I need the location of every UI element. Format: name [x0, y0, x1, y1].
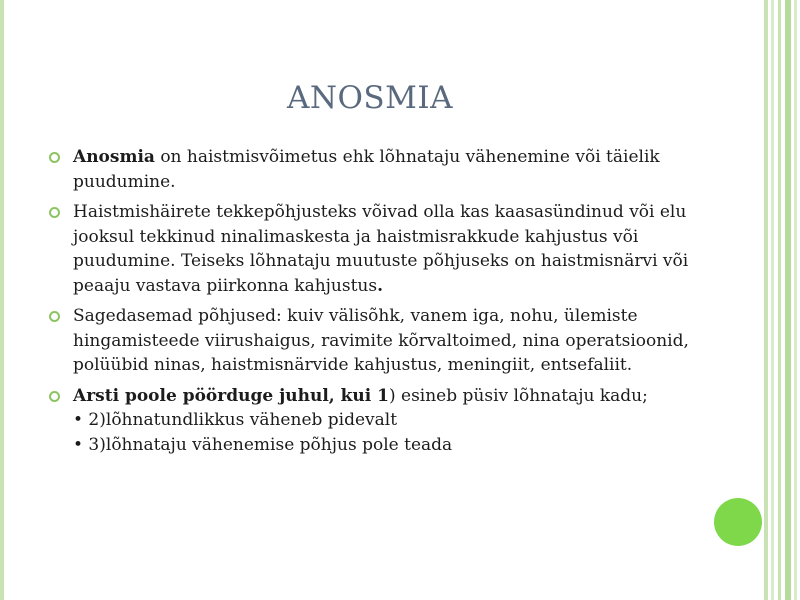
- bullet-text: Haistmishäirete tekkepõhjusteks võivad olla kas kaasasündinud või elu jooksul tekkinud ninalimaskesta ja haistmisrakkude kahjustus või puudumine. Teiseks lõhnataju muutuste põhjuseks on haistmisnärvi või peaaju vastava piirkonna kahjustus: [73, 202, 689, 296]
- bullet-text: ) esineb püsiv lõhnataju kadu;: [388, 385, 648, 406]
- bullet-bold-term: Anosmia: [73, 147, 155, 167]
- right-border-stripe: [771, 0, 774, 600]
- right-border-stripe: [764, 0, 768, 600]
- bullet-item-definition: [46, 145, 696, 194]
- bullet-bold-lead: Arsti poole pöörduge juhul, kui 1: [73, 385, 389, 406]
- circle-bullet-icon: [49, 152, 60, 163]
- sub-bullet-line: • 3)lõhnataju vähenemise põhjus pole teada: [73, 434, 453, 455]
- bullet-item-causes: [46, 200, 696, 298]
- right-border-stripe: [778, 0, 781, 600]
- circle-bullet-icon: [49, 207, 60, 218]
- sub-bullet-line: • 2)lõhnatundlikkus väheneb pidevalt: [73, 410, 398, 430]
- right-border-stripe: [794, 0, 797, 600]
- decorative-green-circle: [714, 498, 762, 546]
- left-border-stripe: [0, 0, 4, 600]
- bullet-item-see-doctor: [46, 384, 696, 458]
- bullet-list: [46, 145, 696, 463]
- bullet-text: on haistmisvõimetus ehk lõhnataju vähenemine või täielik puudumine.: [73, 147, 660, 192]
- bullet-text: Sagedasemad põhjused: kuiv välisõhk, vanem iga, nohu, ülemiste hingamisteede viirushaigus, ravimite kõrvaltoimed, nina operatsioonid, polüübid ninas, haistmisnärvide kahjustus, meningiit, entsefaliit.: [73, 306, 689, 375]
- bullet-bold-period: .: [377, 275, 384, 296]
- slide-title: ANOSMIA: [286, 80, 454, 116]
- right-border-stripe: [785, 0, 791, 600]
- circle-bullet-icon: [49, 391, 60, 402]
- circle-bullet-icon: [49, 311, 60, 322]
- bullet-item-common-causes: [46, 304, 696, 378]
